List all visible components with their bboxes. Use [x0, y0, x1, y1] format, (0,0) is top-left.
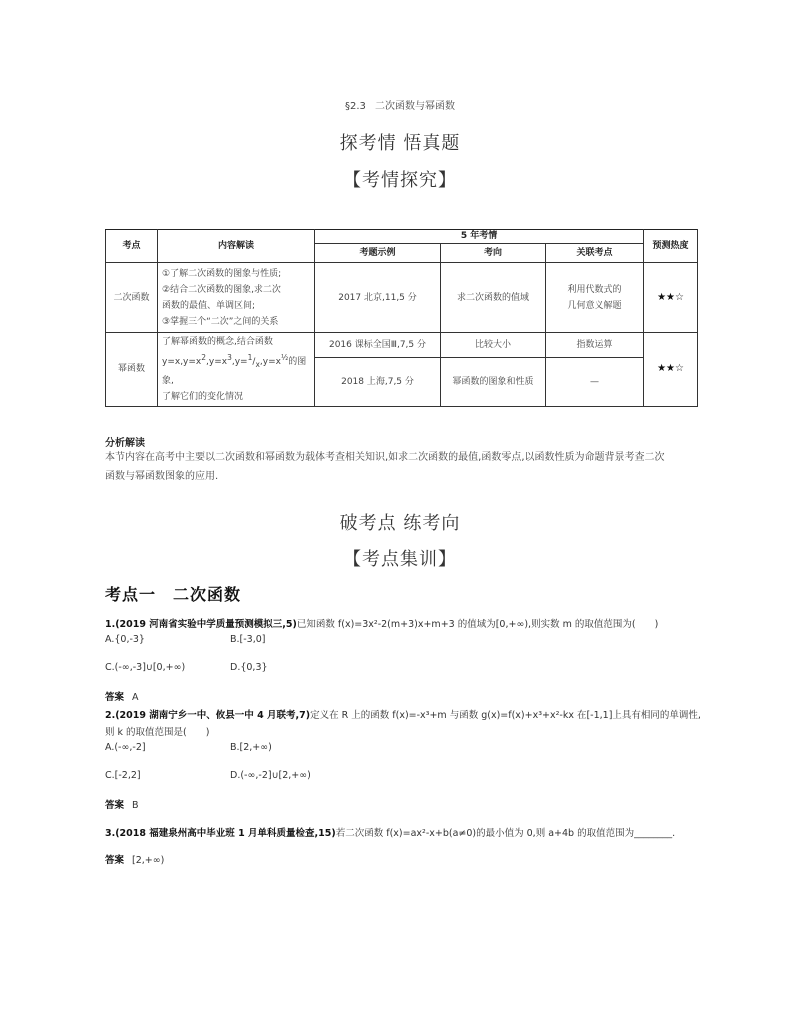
question-source: 2.(2019 湖南宁乡一中、攸县一中 4 月联考,7)	[105, 710, 311, 721]
option-c: C.(-∞,-3]∪[0,+∞)	[105, 662, 186, 673]
example-cell: 2017 北京,11,5 分	[315, 263, 441, 333]
related-cell: 指数运算	[546, 333, 644, 358]
question-2-stem	[105, 707, 701, 721]
content-line: 函数的最值、单调区间;	[162, 300, 256, 311]
content-line: ②结合二次函数的图象,求二次	[162, 284, 281, 295]
analysis-line: 函数与幂函数图象的应用.	[105, 471, 219, 482]
question-2-stem-cont: 则 k 的取值范围是( )	[105, 727, 210, 738]
answer-label: 答案	[105, 855, 125, 866]
heat-rating: ★★☆	[644, 263, 698, 333]
option-d: D.(-∞,-2]∪[2,+∞)	[230, 770, 311, 781]
analysis-text	[105, 448, 705, 486]
option-a: A.{0,-3}	[105, 634, 145, 645]
answer-1	[105, 689, 139, 703]
content-line: ①了解二次函数的图象与性质;	[162, 268, 282, 279]
direction-cell: 比较大小	[441, 333, 546, 358]
answer-label: 答案	[105, 800, 125, 811]
question-source: 3.(2018 福建泉州高中毕业班 1 月单科质量检查,15)	[105, 828, 336, 839]
header-related: 关联考点	[546, 244, 644, 263]
content-cell	[158, 333, 315, 407]
header-kaodian: 考点	[106, 230, 158, 263]
related-line: 几何意义解题	[567, 300, 622, 311]
direction-cell: 求二次函数的值域	[441, 263, 546, 333]
answer-value: A	[132, 692, 139, 703]
section-title: 二次函数与幂函数	[375, 101, 456, 112]
heat-rating: ★★☆	[644, 333, 698, 407]
option-d: D.{0,3}	[230, 662, 268, 673]
section-number: §2.3	[344, 101, 366, 112]
answer-value: B	[132, 800, 139, 811]
heading-kaoqing: 【考情探究】	[343, 170, 457, 191]
analysis-line: 本节内容在高考中主要以二次函数和幂函数为载体考查相关知识,如求二次函数的最值,函数零点,以函数性质为命题背景考查二次	[105, 452, 665, 463]
related-line: 利用代数式的	[567, 284, 622, 295]
answer-2	[105, 797, 139, 811]
header-5year: 5 年考情	[315, 230, 644, 244]
header-content: 内容解读	[158, 230, 315, 263]
related-cell	[546, 263, 644, 333]
question-1-stem	[105, 616, 658, 630]
header-heat: 预测热度	[644, 230, 698, 263]
example-cell: 2016 课标全国Ⅲ,7,5 分	[315, 333, 441, 358]
kaodian-cell: 二次函数	[106, 263, 158, 333]
option-b: B.[2,+∞)	[230, 742, 272, 753]
kaodian-title: 考点一 二次函数	[105, 585, 242, 604]
content-line: 了解它们的变化情况	[162, 391, 244, 402]
answer-3	[105, 852, 164, 866]
question-text: 定义在 R 上的函数 f(x)=-x³+m 与函数 g(x)=f(x)+x³+x²-kx 在[-1,1]上具有相同的单调性,	[310, 710, 701, 721]
content-line: 了解幂函数的概念,结合函数	[162, 337, 273, 347]
heading-explore: 探考情 悟真题	[339, 133, 461, 154]
example-cell: 2018 上海,7,5 分	[315, 358, 441, 406]
question-3-stem	[105, 825, 675, 839]
section-heading	[0, 97, 800, 112]
table-row	[106, 333, 698, 358]
question-text: 若二次函数 f(x)=ax²-x+b(a≠0)的最小值为 0,则 a+4b 的取值范围为________.	[335, 828, 676, 839]
direction-cell: 幂函数的图象和性质	[441, 358, 546, 406]
kaodian-cell: 幂函数	[106, 333, 158, 407]
table-row	[106, 263, 698, 333]
option-b: B.[-3,0]	[230, 634, 266, 645]
question-source: 1.(2019 河南省实验中学质量预测模拟三,5)	[105, 619, 297, 630]
exam-analysis-table	[105, 229, 698, 407]
header-direction: 考向	[441, 244, 546, 263]
option-c: C.[-2,2]	[105, 770, 141, 781]
heading-practice: 破考点 练考向	[339, 513, 461, 534]
option-a: A.(-∞,-2]	[105, 742, 146, 753]
related-cell: —	[546, 358, 644, 406]
question-text: 已知函数 f(x)=3x²-2(m+3)x+m+3 的值域为[0,+∞),则实数 m 的取值范围为( )	[296, 619, 659, 630]
answer-label: 答案	[105, 692, 125, 703]
content-line: ③掌握三个“二次”之间的关系	[162, 316, 279, 327]
heading-jixun: 【考点集训】	[343, 549, 457, 570]
answer-value: [2,+∞)	[132, 855, 165, 866]
analysis-title: 分析解读	[105, 438, 145, 449]
header-example: 考题示例	[315, 244, 441, 263]
content-line-formula: $y=x,y=x^2,y=x^3,y=^1/_x,y=x^{\frac{1}{2}}$的图象,	[162, 353, 307, 386]
content-cell	[158, 263, 315, 333]
